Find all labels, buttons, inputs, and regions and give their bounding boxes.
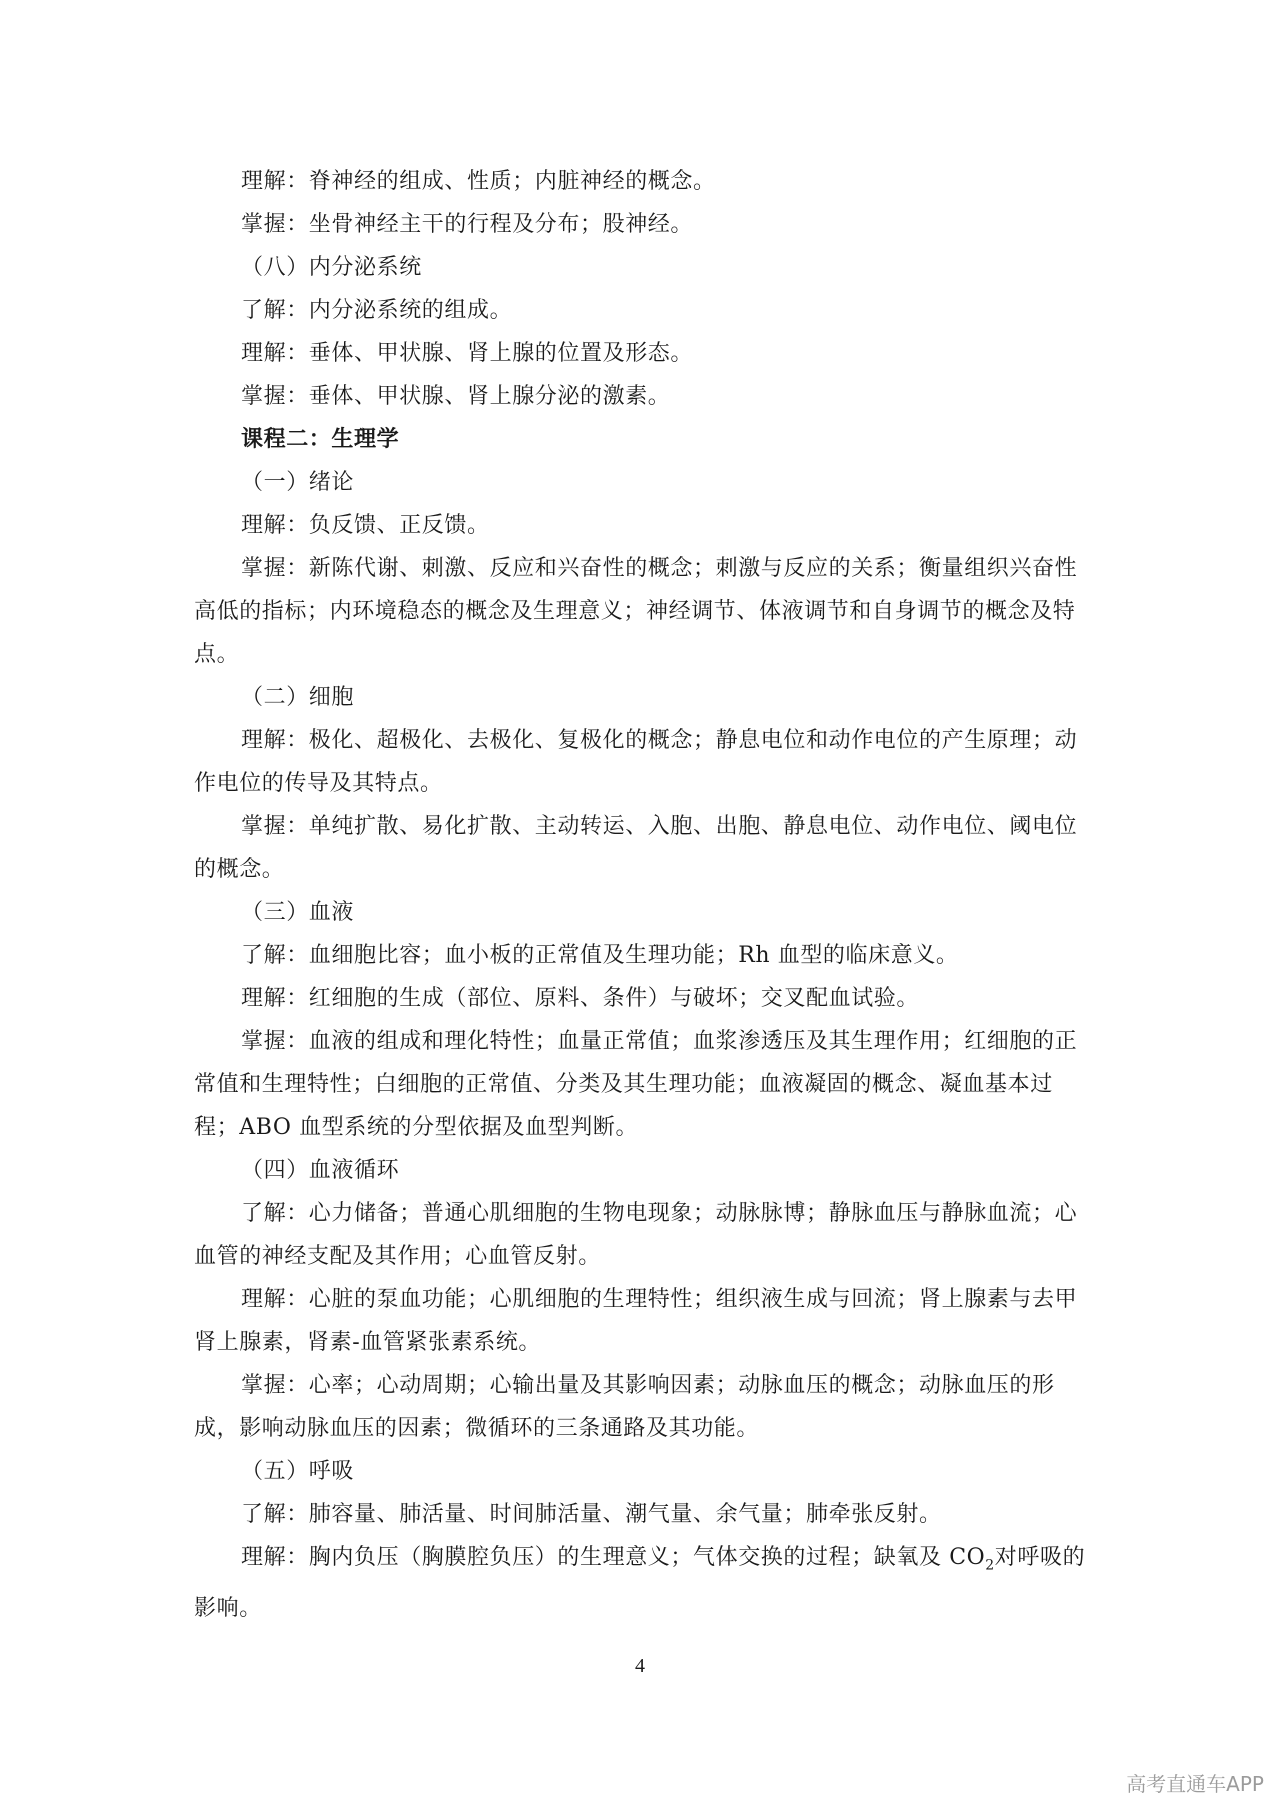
paragraph-lung-volume-know: 了解：肺容量、肺活量、时间肺活量、潮气量、余气量；肺牵张反射。: [241, 1502, 942, 1527]
paragraph-sciatic-nerve-master: 掌握：坐骨神经主干的行程及分布；股神经。: [241, 212, 694, 237]
paragraph-cardiac-reserve-know: 了解：心力储备；普通心肌细胞的生物电现象；动脉脉博；静脉血压与静脉血流；心血管的神经支配及其作用；心血管反射。: [194, 1201, 1078, 1269]
document-body: [194, 160, 1088, 1630]
section-heading-cell: （二）细胞: [241, 685, 355, 710]
section-heading-endocrine: （八）内分泌系统: [241, 255, 422, 280]
paragraph-metabolism-master: 掌握：新陈代谢、刺激、反应和兴奋性的概念；刺激与反应的关系；衡量组织兴奋性高低的指标；内环境稳态的概念及生理意义；神经调节、体液调节和自身调节的概念及特点。: [194, 556, 1078, 667]
paragraph-erythrocyte-understand: 理解：红细胞的生成（部位、原料、条件）与破坏；交叉配血试验。: [241, 986, 920, 1011]
paragraph-endocrine-know: 了解：内分泌系统的组成。: [241, 298, 513, 323]
section-heading-introduction: （一）绪论: [241, 470, 355, 495]
section-heading-respiration: （五）呼吸: [241, 1459, 355, 1484]
paragraph-text-after: 对呼吸的影响。: [194, 1545, 1086, 1622]
paragraph-text-before: 理解：胸内负压（胸膜腔负压）的生理意义；气体交换的过程；缺氧及 CO: [241, 1545, 986, 1570]
paragraph-endocrine-master: 掌握：垂体、甲状腺、肾上腺分泌的激素。: [241, 384, 671, 409]
paragraph-polarization-understand: 理解：极化、超极化、去极化、复极化的概念；静息电位和动作电位的产生原理；动作电位的传导及其特点。: [194, 728, 1078, 796]
paragraph-endocrine-understand: 理解：垂体、甲状腺、肾上腺的位置及形态。: [241, 341, 694, 366]
watermark-text: 高考直通车APP: [1126, 1772, 1264, 1796]
paragraph-blood-master: 掌握：血液的组成和理化特性；血量正常值；血浆渗透压及其生理作用；红细胞的正常值和生理特性；白细胞的正常值、分类及其生理功能；血液凝固的概念、凝血基本过程；ABO 血型系统的分型依据及血型判断。: [194, 1029, 1078, 1140]
paragraph-pleural-pressure-understand: [194, 1536, 1088, 1630]
paragraph-spinal-nerve-understand: 理解：脊神经的组成、性质；内脏神经的概念。: [241, 169, 716, 194]
section-heading-blood: （三）血液: [241, 900, 355, 925]
paragraph-pump-function-understand: 理解：心脏的泵血功能；心肌细胞的生理特性；组织液生成与回流；肾上腺素与去甲肾上腺素，肾素-血管紧张素系统。: [194, 1287, 1078, 1355]
paragraph-heart-rate-master: 掌握：心率；心动周期；心输出量及其影响因素；动脉血压的概念；动脉血压的形成，影响动脉血压的因素；微循环的三条通路及其功能。: [194, 1373, 1055, 1441]
page-number: 4: [635, 1655, 645, 1677]
section-heading-circulation: （四）血液循环: [241, 1158, 400, 1183]
paragraph-feedback-understand: 理解：负反馈、正反馈。: [241, 513, 490, 538]
course-heading-physiology: 课程二：生理学: [241, 426, 400, 452]
subscript-2: 2: [985, 1557, 995, 1574]
paragraph-diffusion-master: 掌握：单纯扩散、易化扩散、主动转运、入胞、出胞、静息电位、动作电位、阈电位的概念。: [194, 814, 1078, 882]
paragraph-hematocrit-know: 了解：血细胞比容；血小板的正常值及生理功能；Rh 血型的临床意义。: [241, 943, 959, 968]
